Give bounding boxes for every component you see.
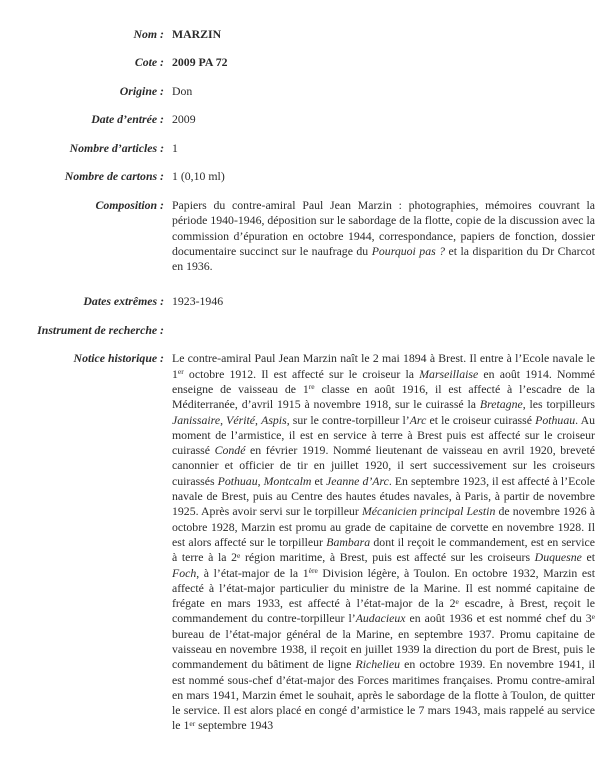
- field-row-instrument-recherche: [0, 323, 595, 338]
- field-label-cote: Cote :: [134, 55, 164, 70]
- field-value-cote: 2009 PA 72: [172, 55, 228, 70]
- field-value-notice-historique: Le contre-amiral Paul Jean Marzin naît le 2 mai 1894 à Brest. Il entre à l’Ecole navale le 1er octobre 1912. Il est affecté sur le croiseur la Marseillaise en août 1914. Nommé enseigne de vaisseau de 1re classe en août 1916, il est affecté à l’escadre de la Méditerranée, d’avril 1915 à novembre 1918, sur le cuirassé la Bretagne, les torpilleurs Janissaire, Vérité, Aspis, sur le contre-torpilleur l’Arc et le croiseur cuirassé Pothuau. Au moment de l’armistice, il est en service à terre à Brest puis est affecté sur le croiseur cuirassé Condé en février 1919. Nommé lieutenant de vaisseau en avril 1920, breveté canonnier et officier de tir en juillet 1920, il sert successivement sur les croiseurs cuirassés Pothuau, Montcalm et Jeanne d’Arc. En septembre 1923, il est affecté à l’Ecole navale de Brest, puis au Centre des hautes études navales, à Paris, à partir de novembre 1925. Après avoir servi sur le torpilleur Mécanicien principal Lestin de novembre 1926 à octobre 1928, Marzin est promu au grade de capitaine de corvette en novembre 1928. Il est alors affecté sur le torpilleur Bambara dont il reçoit le commandement, est en service à terre à la 2e région maritime, à Brest, puis est affecté sur les croiseurs Duquesne et Foch, à l’état-major de la 1ère Division légère, à Toulon. En octobre 1932, Marzin est affecté à l’état-major particulier du ministre de la Marine. Il est nommé capitaine de frégate en mars 1933, est affecté à l’état-major de la 2e escadre, à Brest, reçoit le commandement du contre-torpilleur l’Audacieux en août 1936 et est nommé chef du 3e bureau de l’état-major général de la Marine, en septembre 1937. Promu capitaine de vaisseau en novembre 1938, il reçoit en juillet 1939 la direction du port de Brest, puis le commandement du bâtiment de ligne Richelieu en octobre 1939. En novembre 1941, il est nommé sous-chef d’état-major des Forces maritimes françaises. Promu contre-amiral en mars 1941, Marzin émet le souhait, après le sabordage de la flotte à Toulon, de quitter le service. Il est alors placé en congé d’armistice le 7 mars 1943, mais rappelé au service le 1er septembre 1943: [172, 351, 596, 733]
- field-value-nombre-articles: 1: [172, 140, 178, 155]
- field-value-nom: MARZIN: [172, 27, 222, 41]
- field-value-instrument-recherche: [172, 323, 595, 338]
- field-label-date-entree: Date d’entrée :: [91, 112, 164, 127]
- field-row-nombre-cartons: [0, 169, 595, 184]
- field-row-cote: [0, 55, 595, 70]
- field-label-nombre-cartons: Nombre de cartons :: [64, 169, 164, 184]
- field-label-nombre-articles: Nombre d’articles :: [69, 140, 164, 155]
- field-row-origine: [0, 84, 595, 99]
- field-row-notice-historique: [0, 351, 595, 733]
- field-value-nombre-cartons: 1 (0,10 ml): [172, 169, 225, 184]
- field-label-instrument-recherche: Instrument de recherche :: [37, 322, 164, 337]
- field-row-nom: [0, 27, 595, 42]
- field-label-notice-historique: Notice historique :: [73, 351, 164, 366]
- field-value-dates-extremes: 1923-1946: [172, 294, 224, 309]
- field-value-date-entree: 2009: [172, 112, 196, 127]
- field-label-dates-extremes: Dates extrêmes :: [83, 294, 164, 309]
- field-label-origine: Origine :: [119, 83, 164, 98]
- field-value-composition: Papiers du contre-amiral Paul Jean Marzin : photographies, mémoires couvrant la période 1940-1946, déposition sur le sabordage de la flotte, copie de la discussion avec la commission d’épuration en octobre 1944, correspondance, papiers de fonction, dossier documentaire succinct sur le naufrage du Pourquoi pas ? et la disparition du Dr Charcot en 1936.: [172, 197, 595, 274]
- field-value-origine: Don: [172, 83, 193, 98]
- field-label-composition: Composition :: [95, 197, 164, 212]
- field-row-nombre-articles: [0, 141, 595, 156]
- field-label-nom: Nom :: [133, 27, 164, 41]
- field-row-composition: [0, 198, 595, 274]
- field-row-date-entree: [0, 112, 595, 127]
- field-row-dates-extremes: [0, 294, 595, 309]
